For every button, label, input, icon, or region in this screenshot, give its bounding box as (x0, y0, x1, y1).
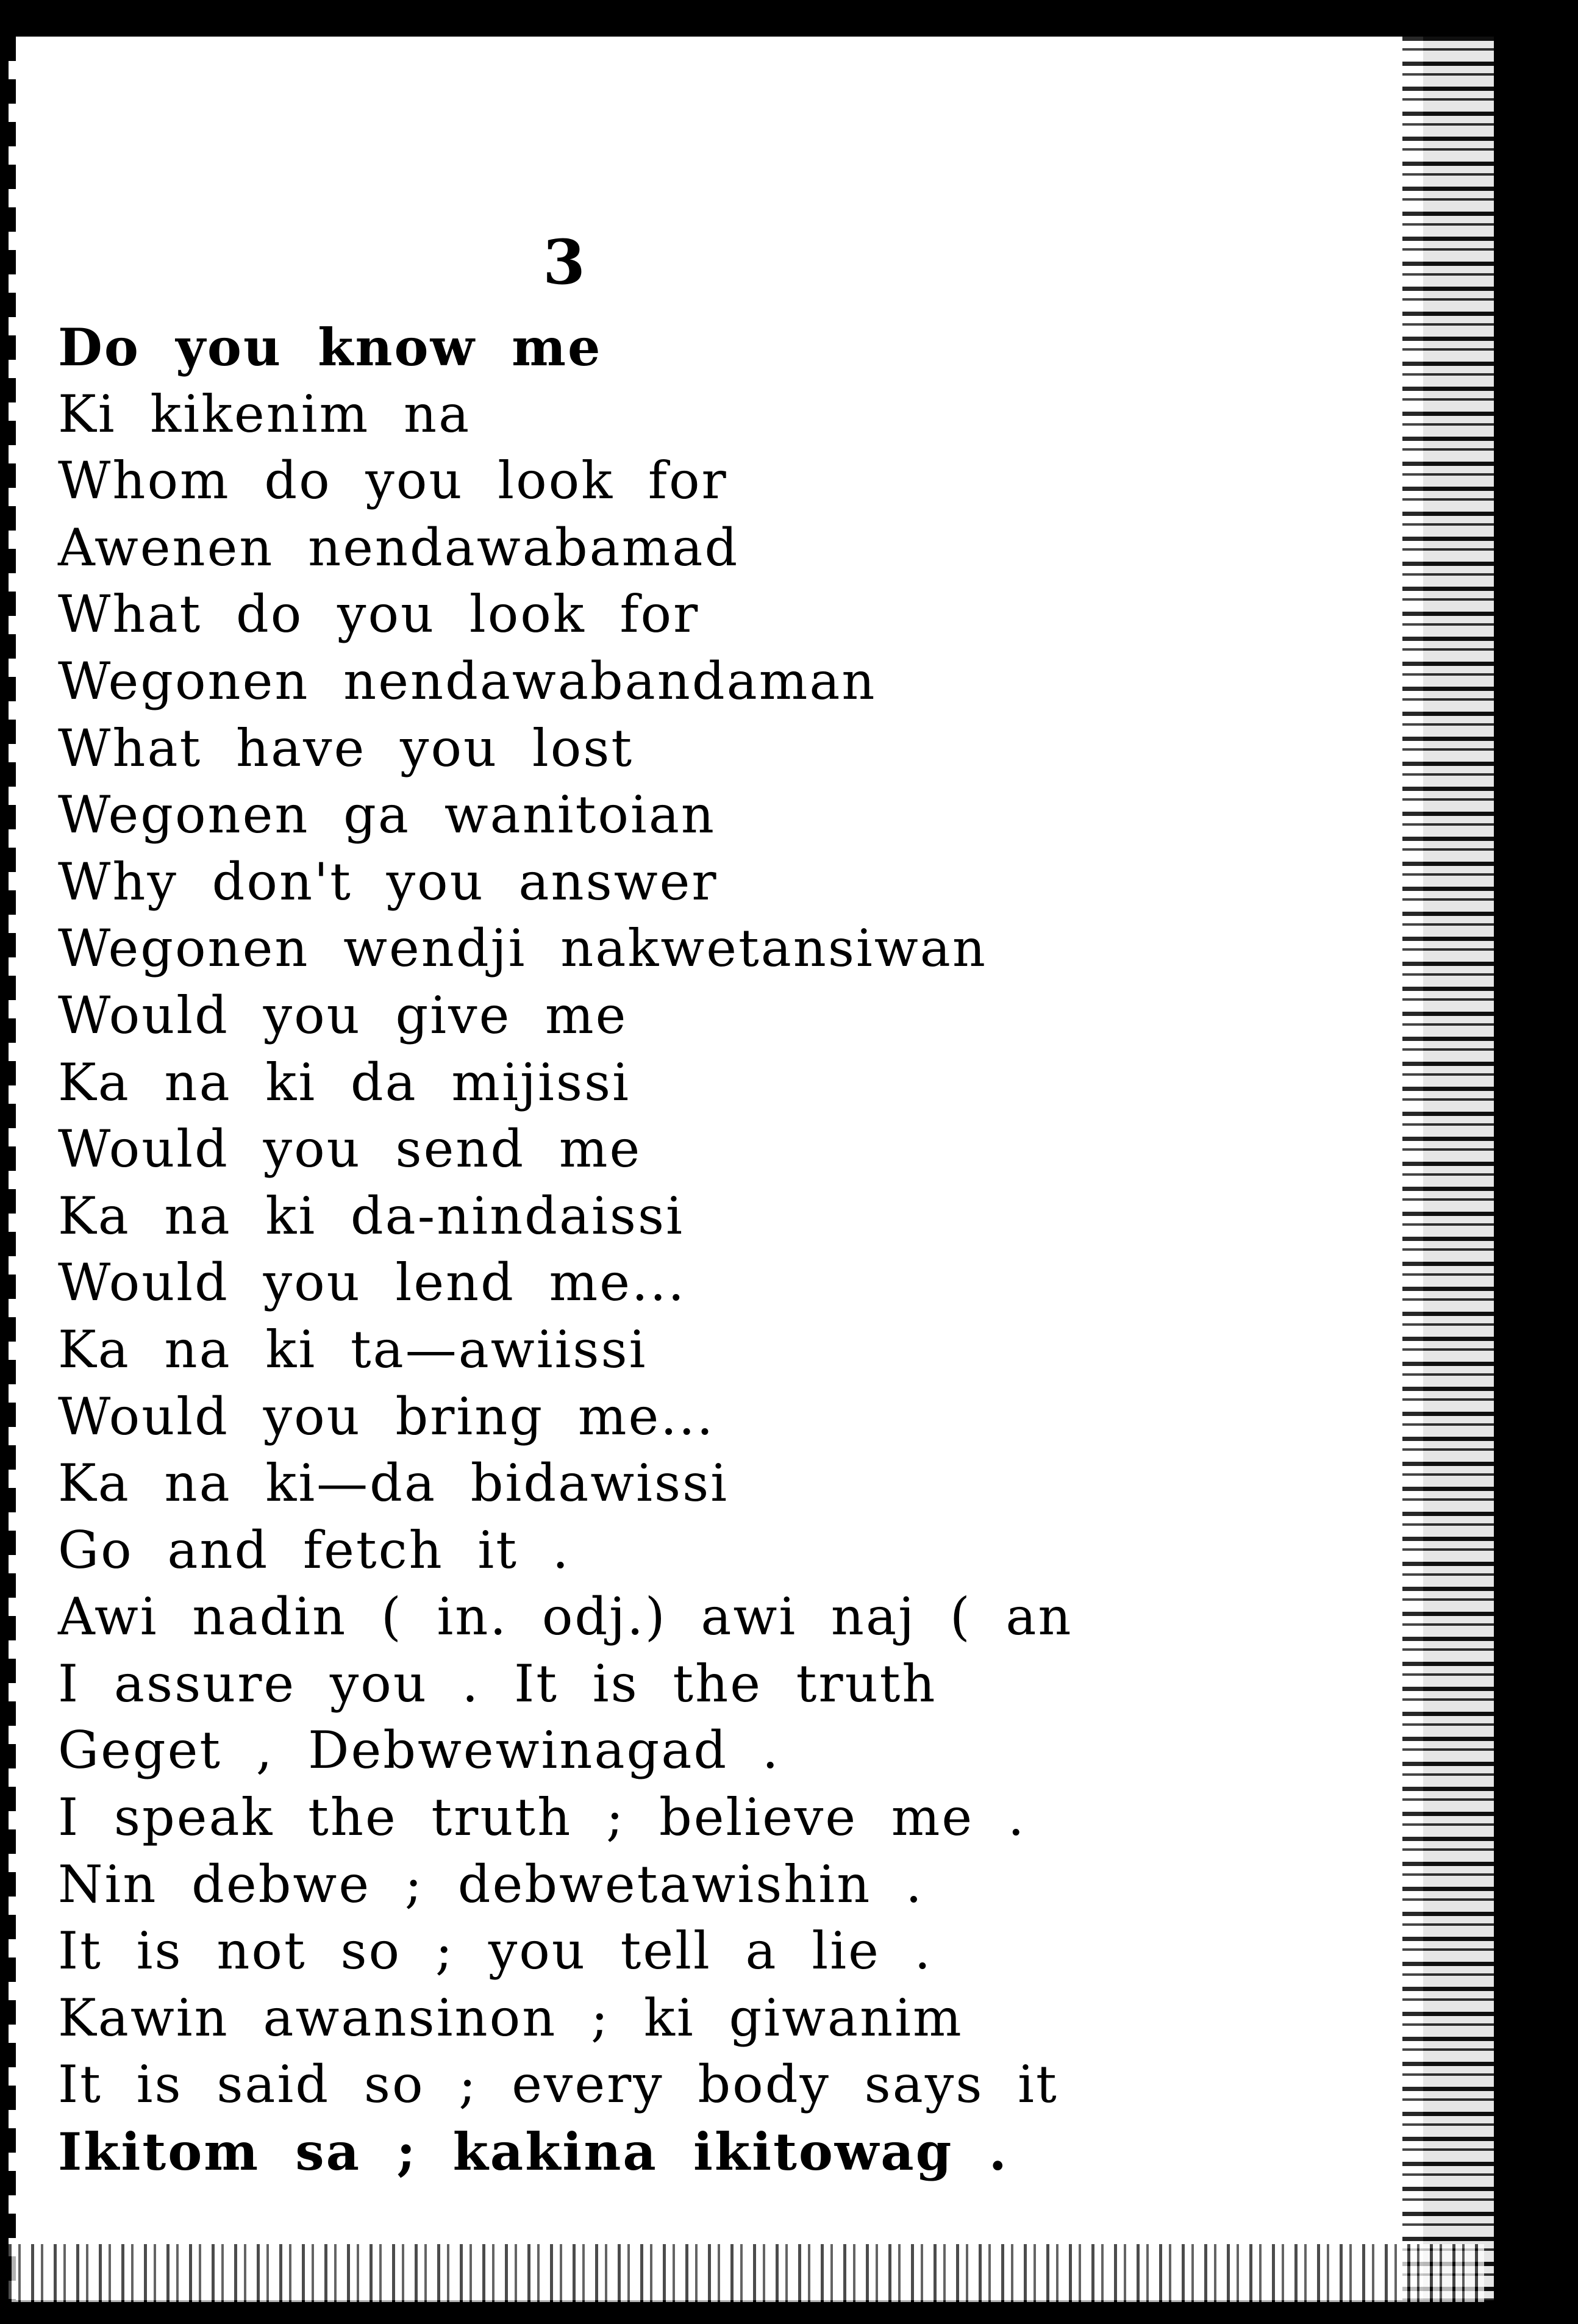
phrase-line: Whom do you look for (58, 451, 728, 511)
phrase-line: Ka na ki da mijissi (58, 1052, 630, 1112)
phrase-line: Ka na ki ta—awiissi (58, 1319, 648, 1379)
phrase-line: Wegonen nendawabandaman (58, 651, 877, 711)
phrase-line: Would you send me (58, 1119, 642, 1179)
phrase-line: Nin debwe ; debwetawishin . (58, 1854, 924, 1914)
phrase-line: Would you give me (58, 985, 628, 1045)
phrase-line: Kawin awansinon ; ki giwanim (58, 1987, 963, 2048)
phrase-line: Go and fetch it . (58, 1520, 571, 1580)
phrase-line: Why don't you answer (58, 851, 718, 912)
phrase-line: Awenen nendawabamad (58, 517, 740, 577)
page-number: 3 (543, 226, 585, 298)
phrase-line: Ka na ki—da bidawissi (58, 1453, 729, 1514)
phrase-line: I speak the truth ; believe me . (58, 1787, 1026, 1848)
phrase-line: Would you bring me... (58, 1386, 715, 1446)
phrase-line: Ka na ki da-nindaissi (58, 1185, 684, 1246)
phrase-line: Wegonen ga wanitoian (58, 785, 716, 845)
phrase-line: Do you know me (58, 317, 602, 377)
phrase-line: I assure you . It is the truth (58, 1653, 937, 1714)
phrase-line: Would you lend me... (58, 1253, 687, 1313)
page-bottom-edge-noise (9, 2244, 1484, 2302)
phrase-list (58, 314, 1387, 2186)
phrase-line: What do you look for (58, 584, 700, 645)
page-left-edge (9, 37, 16, 2300)
phrase-line: It is not so ; you tell a lie . (58, 1921, 933, 1981)
phrase-line: Ikitom sa ; kakina ikitowag . (58, 2122, 1009, 2183)
phrase-line: Awi nadin ( in. odj.) awi naj ( an (58, 1587, 1073, 1647)
phrase-line: What have you lost (58, 718, 634, 778)
phrase-line: It is said so ; every body says it (58, 2054, 1059, 2115)
phrase-line: Wegonen wendji nakwetansiwan (58, 918, 987, 979)
page-right-edge-noise (1402, 37, 1494, 2300)
phrase-line: Geget , Debwewinagad . (58, 1720, 780, 1781)
phrase-line: Ki kikenim na (58, 384, 471, 444)
